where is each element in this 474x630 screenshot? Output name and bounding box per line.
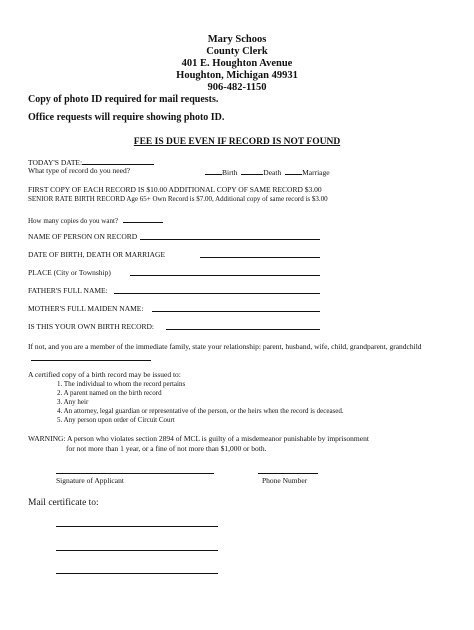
issuance-intro: A certified copy of a birth record may be issued to: bbox=[28, 370, 181, 379]
clerk-phone: 906-482-1150 bbox=[207, 82, 267, 93]
relationship-instructions bbox=[28, 342, 448, 363]
birth-checkbox-line[interactable] bbox=[205, 166, 222, 175]
first-copy-fee: FIRST COPY OF EACH RECORD IS $10.00 ADDITIONAL COPY OF SAME RECORD $3.00 bbox=[28, 185, 322, 194]
clerk-title: County Clerk bbox=[206, 46, 268, 57]
own-record-field[interactable] bbox=[166, 329, 320, 330]
phone-number-field[interactable] bbox=[258, 473, 318, 474]
relationship-field[interactable] bbox=[31, 352, 151, 361]
relationship-text: If not, and you are a member of the immediate family, state your relationship: parent, husband, wife, child, grandparent, grandchild bbox=[28, 342, 422, 351]
own-record-label: IS THIS YOUR OWN BIRTH RECORD: bbox=[28, 322, 155, 331]
phone-number-label: Phone Number bbox=[262, 476, 308, 485]
mail-address-line-1[interactable] bbox=[56, 526, 218, 527]
record-type-options bbox=[205, 166, 330, 178]
office-notice: Office requests will require showing photo ID. bbox=[28, 112, 225, 123]
fathers-name-field[interactable] bbox=[114, 293, 320, 294]
issuance-item: 3. Any heir bbox=[57, 398, 89, 406]
clerk-address: 401 E. Houghton Avenue bbox=[181, 58, 293, 69]
date-of-event-label: DATE OF BIRTH, DEATH OR MARRIAGE bbox=[28, 250, 166, 259]
name-on-record-field[interactable] bbox=[140, 239, 320, 240]
todays-date-field[interactable] bbox=[82, 156, 154, 165]
option-birth: Birth bbox=[222, 168, 238, 177]
death-checkbox-line[interactable] bbox=[241, 166, 263, 175]
signature-label: Signature of Applicant bbox=[56, 476, 124, 485]
copies-row bbox=[28, 214, 163, 226]
signature-field[interactable] bbox=[56, 473, 214, 474]
warning-line-1: WARNING: A person who violates section 2894 of MCL is guilty of a misdemeanor punishable by imprisonment bbox=[28, 434, 369, 443]
fee-heading: FEE IS DUE EVEN IF RECORD IS NOT FOUND bbox=[133, 137, 341, 147]
issuance-item: 2. A parent named on the birth record bbox=[57, 389, 162, 397]
mail-notice: Copy of photo ID required for mail requests. bbox=[28, 94, 219, 105]
fathers-name-label: FATHER'S FULL NAME: bbox=[28, 286, 108, 295]
mothers-name-label: MOTHER'S FULL MAIDEN NAME: bbox=[28, 304, 144, 313]
issuance-item: 4. An attorney, legal guardian or representative of the person, or the heirs when the record is deceased. bbox=[57, 407, 344, 415]
warning-line-2: for not more than 1 year, or a fine of not more than $1,000 or both. bbox=[66, 444, 267, 453]
clerk-city: Houghton, Michigan 49931 bbox=[176, 70, 298, 81]
issuance-item: 1. The individual to whom the record pertains bbox=[57, 380, 186, 388]
issuance-item: 5. Any person upon order of Circuit Court bbox=[57, 416, 175, 424]
place-field[interactable] bbox=[130, 275, 320, 276]
name-on-record-label: NAME OF PERSON ON RECORD bbox=[28, 232, 138, 241]
clerk-name: Mary Schoos bbox=[207, 34, 267, 45]
date-of-event-field[interactable] bbox=[200, 257, 320, 258]
record-type-question: What type of record do you need? bbox=[28, 166, 131, 175]
copies-field[interactable] bbox=[123, 214, 163, 223]
copies-label: How many copies do you want? bbox=[28, 217, 119, 225]
mail-address-line-3[interactable] bbox=[56, 573, 218, 574]
place-label: PLACE (City or Township) bbox=[28, 268, 111, 277]
mothers-name-field[interactable] bbox=[152, 311, 320, 312]
option-marriage: Marriage bbox=[302, 168, 330, 177]
todays-date-label: TODAY'S DATE: bbox=[28, 158, 83, 167]
marriage-checkbox-line[interactable] bbox=[285, 166, 302, 175]
mail-certificate-label: Mail certificate to: bbox=[28, 498, 99, 508]
mail-address-line-2[interactable] bbox=[56, 550, 218, 551]
option-death: Death bbox=[263, 168, 282, 177]
senior-rate-fee: SENIOR RATE BIRTH RECORD Age 65+ Own Record is $7.00, Additional copy of same record is $3.00 bbox=[28, 195, 328, 203]
